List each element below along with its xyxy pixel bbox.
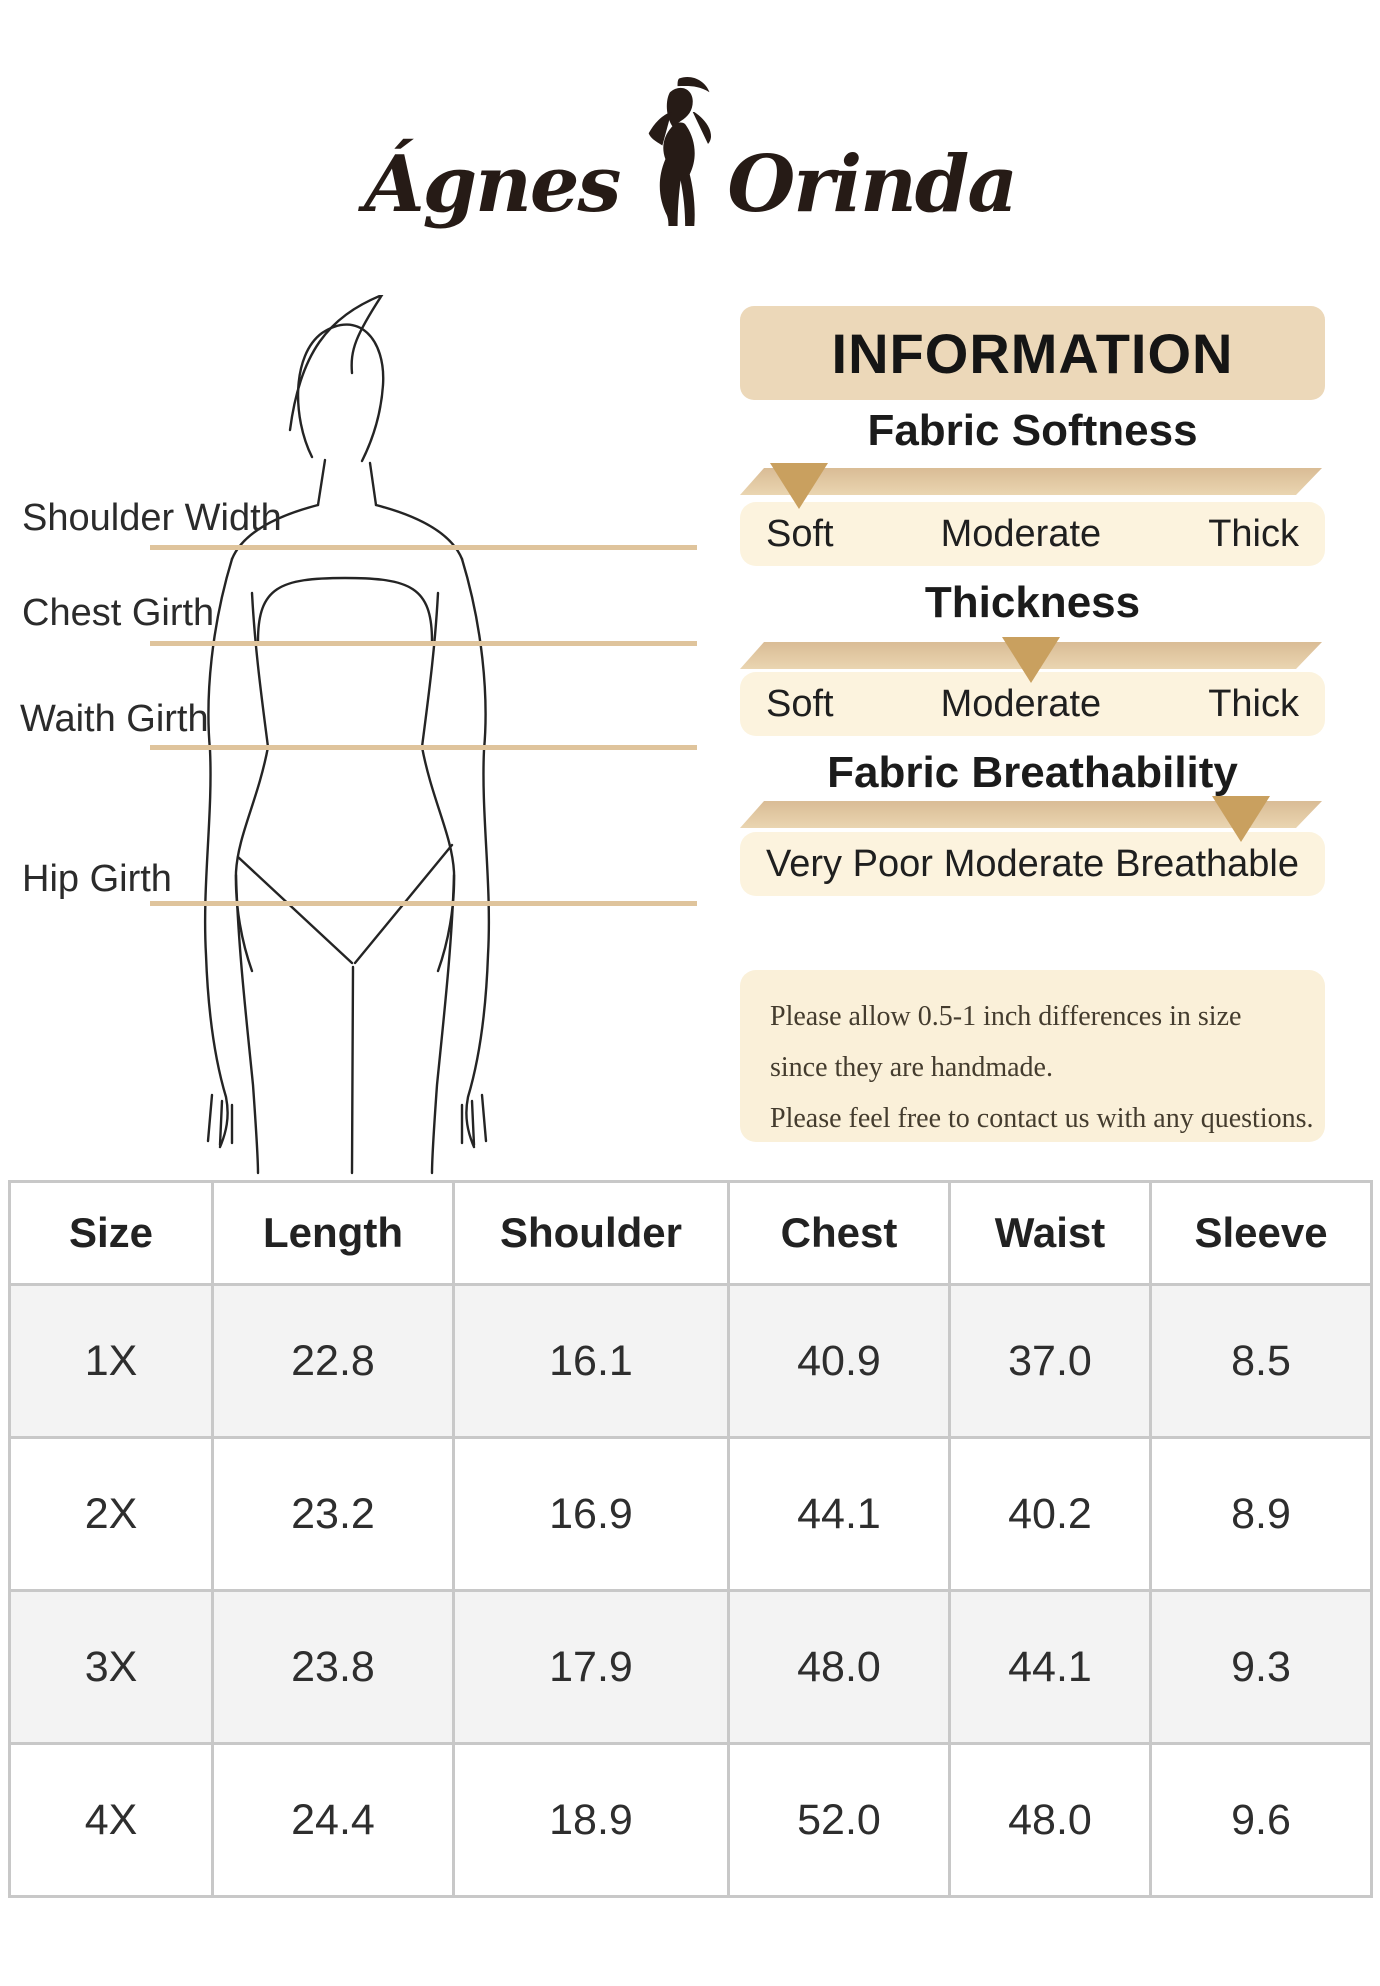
table-cell: 3X	[11, 1592, 211, 1742]
waist-measure-line	[150, 745, 697, 750]
handmade-note-box	[740, 970, 1325, 1142]
scale-pointer-icon	[1212, 796, 1270, 842]
scale-pointer-icon	[770, 463, 828, 509]
fabric-softness-title: Fabric Softness	[867, 406, 1198, 455]
info-header: INFORMATION	[740, 306, 1325, 400]
header-shoulder: Shoulder	[455, 1183, 727, 1283]
brand-logo	[0, 74, 1380, 230]
body-outline-figure	[150, 295, 710, 1175]
table-cell: 8.5	[1152, 1286, 1370, 1436]
note-line: Please feel free to contact us with any questions.	[770, 1102, 1314, 1134]
scale-labels	[740, 502, 1325, 566]
scale-label-breathable: Breathable	[1115, 842, 1299, 885]
table-cell: 40.9	[730, 1286, 948, 1436]
table-cell: 16.1	[455, 1286, 727, 1436]
chest-girth-label: Chest Girth	[22, 592, 215, 634]
table-cell: 37.0	[951, 1286, 1149, 1436]
header-chest: Chest	[730, 1183, 948, 1283]
scale-label-moderate: Moderate	[940, 512, 1102, 555]
hip-girth-label: Hip Girth	[22, 858, 172, 900]
waist-girth-label: Waith Girth	[20, 698, 209, 740]
table-cell: 17.9	[455, 1592, 727, 1742]
scale-label-thick: Thick	[1208, 512, 1299, 555]
table-cell: 8.9	[1152, 1439, 1370, 1589]
table-cell: 22.8	[214, 1286, 452, 1436]
header-length: Length	[214, 1183, 452, 1283]
brand-name-left: Ágnes	[364, 139, 620, 230]
shoulder-measure-line	[150, 545, 697, 550]
note-line: Please allow 0.5-1 inch differences in size	[770, 1001, 1242, 1032]
table-cell: 9.3	[1152, 1592, 1370, 1742]
woman-silhouette-icon	[627, 74, 719, 226]
scale-label-moderate: Moderate	[940, 682, 1102, 725]
shoulder-width-label: Shoulder Width	[22, 497, 282, 539]
table-cell: 23.8	[214, 1592, 452, 1742]
scale-label-soft: Soft	[766, 512, 834, 555]
table-cell: 52.0	[730, 1745, 948, 1895]
table-cell: 23.2	[214, 1439, 452, 1589]
info-panel	[740, 300, 1325, 1160]
hip-measure-line	[150, 901, 697, 906]
header-sleeve: Sleeve	[1152, 1183, 1370, 1283]
scale-label-soft: Soft	[766, 682, 834, 725]
table-cell: 9.6	[1152, 1745, 1370, 1895]
table-cell: 48.0	[730, 1592, 948, 1742]
table-cell: 24.4	[214, 1745, 452, 1895]
note-line: since they are handmade.	[770, 1051, 1053, 1083]
table-cell: 40.2	[951, 1439, 1149, 1589]
scale-pointer-icon	[1002, 637, 1060, 683]
table-cell: 18.9	[455, 1745, 727, 1895]
table-cell: 44.1	[951, 1592, 1149, 1742]
scale-label-very-poor: Very Poor	[766, 842, 933, 885]
table-cell: 4X	[11, 1745, 211, 1895]
scale-label-moderate: Moderate	[943, 842, 1105, 885]
thickness-title: Thickness	[924, 578, 1141, 627]
table-cell: 48.0	[951, 1745, 1149, 1895]
table-cell: 44.1	[730, 1439, 948, 1589]
size-table	[8, 1180, 1373, 1898]
table-cell: 2X	[11, 1439, 211, 1589]
chest-measure-line	[150, 641, 697, 646]
scale-label-thick: Thick	[1208, 682, 1299, 725]
table-cell: 16.9	[455, 1439, 727, 1589]
brand-name-right: Orinda	[727, 139, 1016, 230]
fabric-breathability-title: Fabric Breathability	[827, 748, 1238, 797]
header-size: Size	[11, 1183, 211, 1283]
header-waist: Waist	[951, 1183, 1149, 1283]
table-cell: 1X	[11, 1286, 211, 1436]
